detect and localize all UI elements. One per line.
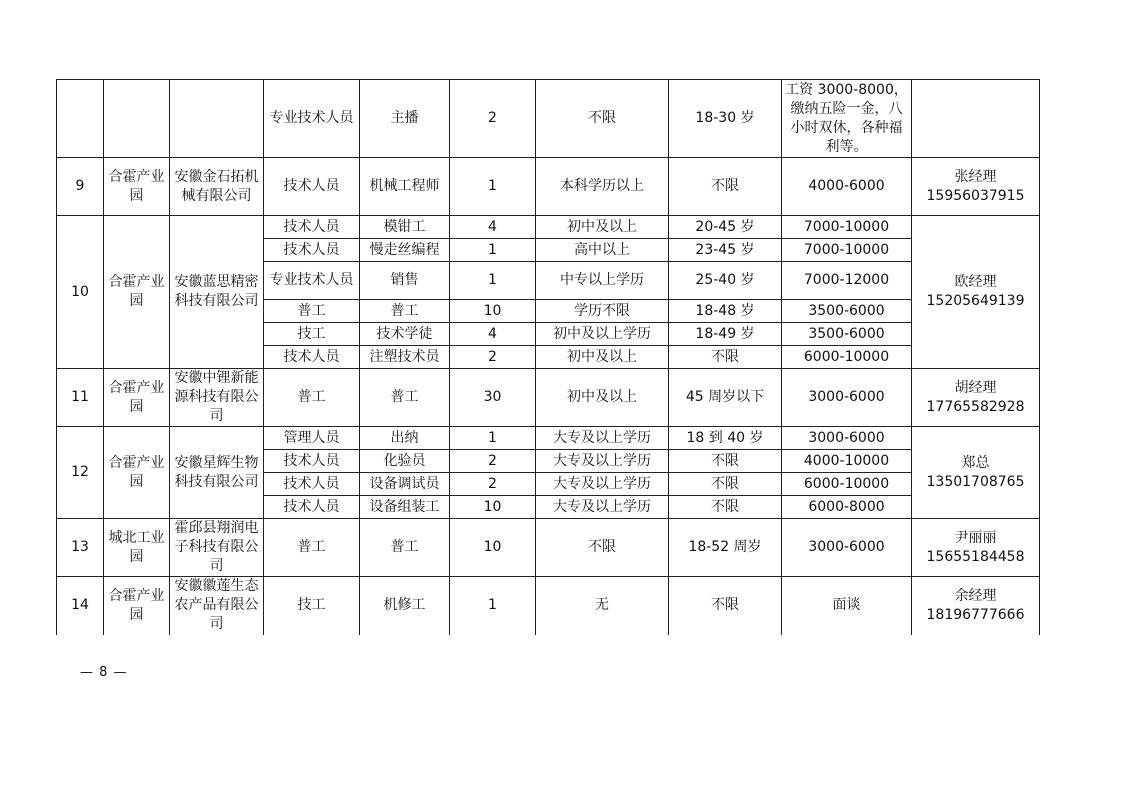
cell-area (104, 80, 170, 158)
cell-education: 学历不限 (536, 300, 669, 323)
contact-phone: 15205649139 (926, 293, 1025, 309)
cell-age: 不限 (669, 496, 782, 519)
cell-area: 合霍产业园 (104, 216, 170, 369)
cell-education: 不限 (536, 519, 669, 577)
cell-count: 4 (450, 323, 536, 346)
cell-count: 2 (450, 346, 536, 369)
table-row (57, 577, 1040, 635)
cell-salary: 3500-6000 (782, 323, 912, 346)
cell-education: 初中及以上学历 (536, 323, 669, 346)
cell-role: 管理人员 (264, 427, 360, 450)
cell-education: 大专及以上学历 (536, 427, 669, 450)
cell-company: 安徽金石拓机械有限公司 (170, 158, 264, 216)
cell-salary: 6000-10000 (782, 473, 912, 496)
cell-role: 技术人员 (264, 158, 360, 216)
cell-salary: 工资 3000-8000，缴纳五险一金，八小时双休，各种福利等。 (782, 80, 912, 158)
cell-company: 安徽徽莲生态农产品有限公司 (170, 577, 264, 635)
cell-count: 30 (450, 369, 536, 427)
table-row-continuation (57, 80, 1040, 158)
contact-phone: 15956037915 (926, 187, 1025, 204)
cell-education: 初中及以上 (536, 216, 669, 239)
cell-education: 大专及以上学历 (536, 473, 669, 496)
cell-position: 注塑技术员 (360, 346, 450, 369)
cell-salary: 6000-10000 (782, 346, 912, 369)
cell-area: 合霍产业园 (104, 158, 170, 216)
cell-education: 中专以上学历 (536, 262, 669, 300)
cell-count: 10 (450, 300, 536, 323)
cell-count: 1 (450, 427, 536, 450)
cell-company: 霍邱县翔润电子科技有限公司 (170, 519, 264, 577)
cell-salary: 3500-6000 (782, 300, 912, 323)
cell-salary: 4000-10000 (782, 450, 912, 473)
cell-salary: 7000-10000 (782, 239, 912, 262)
cell-count: 4 (450, 216, 536, 239)
cell-no: 11 (57, 369, 104, 427)
cell-age: 不限 (669, 577, 782, 635)
contact-name: 尹丽丽 (954, 529, 997, 546)
cell-salary: 7000-10000 (782, 216, 912, 239)
cell-role: 专业技术人员 (264, 80, 360, 158)
cell-contact (912, 158, 1040, 216)
cell-contact (912, 577, 1040, 635)
cell-area: 合霍产业园 (104, 427, 170, 519)
cell-contact (912, 519, 1040, 577)
cell-company (170, 80, 264, 158)
cell-age: 45 周岁以下 (669, 369, 782, 427)
cell-contact (912, 80, 1040, 158)
cell-age: 不限 (669, 450, 782, 473)
cell-education: 高中以上 (536, 239, 669, 262)
cell-salary: 3000-6000 (782, 427, 912, 450)
contact-name: 胡经理 (954, 379, 997, 396)
cell-age: 不限 (669, 346, 782, 369)
cell-position: 技术学徒 (360, 323, 450, 346)
cell-no: 13 (57, 519, 104, 577)
cell-age: 18-52 周岁 (669, 519, 782, 577)
cell-salary: 面谈 (782, 577, 912, 635)
cell-contact (912, 369, 1040, 427)
contact-name: 张经理 (954, 168, 997, 185)
cell-role: 技术人员 (264, 239, 360, 262)
cell-salary: 6000-8000 (782, 496, 912, 519)
cell-no: 14 (57, 577, 104, 635)
cell-position: 普工 (360, 369, 450, 427)
cell-education: 大专及以上学历 (536, 496, 669, 519)
cell-count: 10 (450, 496, 536, 519)
cell-age: 不限 (669, 473, 782, 496)
cell-salary: 3000-6000 (782, 369, 912, 427)
recruitment-table (56, 79, 1040, 635)
cell-salary: 3000-6000 (782, 519, 912, 577)
table-row (57, 519, 1040, 577)
cell-count: 1 (450, 577, 536, 635)
cell-role: 普工 (264, 369, 360, 427)
cell-contact (912, 216, 1040, 369)
cell-position: 普工 (360, 519, 450, 577)
table-row (57, 216, 1040, 239)
cell-company: 安徽蓝思精密科技有限公司 (170, 216, 264, 369)
cell-role: 普工 (264, 519, 360, 577)
cell-position: 出纳 (360, 427, 450, 450)
cell-education: 不限 (536, 80, 669, 158)
cell-count: 10 (450, 519, 536, 577)
cell-position: 主播 (360, 80, 450, 158)
cell-position: 销售 (360, 262, 450, 300)
cell-position: 设备组装工 (360, 496, 450, 519)
cell-role: 技术人员 (264, 496, 360, 519)
cell-age: 18-30 岁 (669, 80, 782, 158)
cell-no: 10 (57, 216, 104, 369)
cell-count: 2 (450, 80, 536, 158)
cell-role: 普工 (264, 300, 360, 323)
cell-age: 18-48 岁 (669, 300, 782, 323)
cell-area: 合霍产业园 (104, 369, 170, 427)
cell-area: 合霍产业园 (104, 577, 170, 635)
cell-company: 安徽星辉生物科技有限公司 (170, 427, 264, 519)
cell-position: 化验员 (360, 450, 450, 473)
page-number: — 8 — (80, 665, 128, 680)
cell-position: 模钳工 (360, 216, 450, 239)
cell-position: 普工 (360, 300, 450, 323)
cell-count: 1 (450, 158, 536, 216)
contact-phone: 15655184458 (926, 548, 1025, 565)
cell-role: 技术人员 (264, 473, 360, 496)
cell-salary: 7000-12000 (782, 262, 912, 300)
contact-phone: 13501708765 (926, 473, 1025, 490)
cell-age: 18-49 岁 (669, 323, 782, 346)
cell-age: 不限 (669, 158, 782, 216)
contact-name: 余经理 (954, 587, 997, 604)
cell-role: 技工 (264, 577, 360, 635)
cell-education: 本科学历以上 (536, 158, 669, 216)
cell-no (57, 80, 104, 158)
cell-age: 23-45 岁 (669, 239, 782, 262)
cell-role: 技工 (264, 323, 360, 346)
cell-education: 大专及以上学历 (536, 450, 669, 473)
cell-count: 2 (450, 473, 536, 496)
table-row (57, 369, 1040, 427)
cell-position: 慢走丝编程 (360, 239, 450, 262)
contact-phone: 18196777666 (926, 606, 1025, 623)
cell-count: 2 (450, 450, 536, 473)
cell-position: 设备调试员 (360, 473, 450, 496)
cell-company: 安徽中锂新能源科技有限公司 (170, 369, 264, 427)
table-row (57, 158, 1040, 216)
cell-count: 1 (450, 262, 536, 300)
cell-contact (912, 427, 1040, 519)
cell-count: 1 (450, 239, 536, 262)
table-row (57, 427, 1040, 450)
cell-position: 机修工 (360, 577, 450, 635)
cell-no: 9 (57, 158, 104, 216)
cell-age: 18 到 40 岁 (669, 427, 782, 450)
cell-age: 25-40 岁 (669, 262, 782, 300)
cell-education: 初中及以上 (536, 346, 669, 369)
cell-role: 技术人员 (264, 216, 360, 239)
contact-name: 欧经理 (954, 274, 997, 290)
contact-name: 郑总 (961, 454, 990, 471)
cell-salary: 4000-6000 (782, 158, 912, 216)
cell-area: 城北工业园 (104, 519, 170, 577)
cell-no: 12 (57, 427, 104, 519)
contact-phone: 17765582928 (926, 398, 1025, 415)
cell-role: 技术人员 (264, 450, 360, 473)
cell-age: 20-45 岁 (669, 216, 782, 239)
cell-education: 无 (536, 577, 669, 635)
cell-role: 专业技术人员 (264, 262, 360, 300)
cell-role: 技术人员 (264, 346, 360, 369)
cell-position: 机械工程师 (360, 158, 450, 216)
cell-education: 初中及以上 (536, 369, 669, 427)
